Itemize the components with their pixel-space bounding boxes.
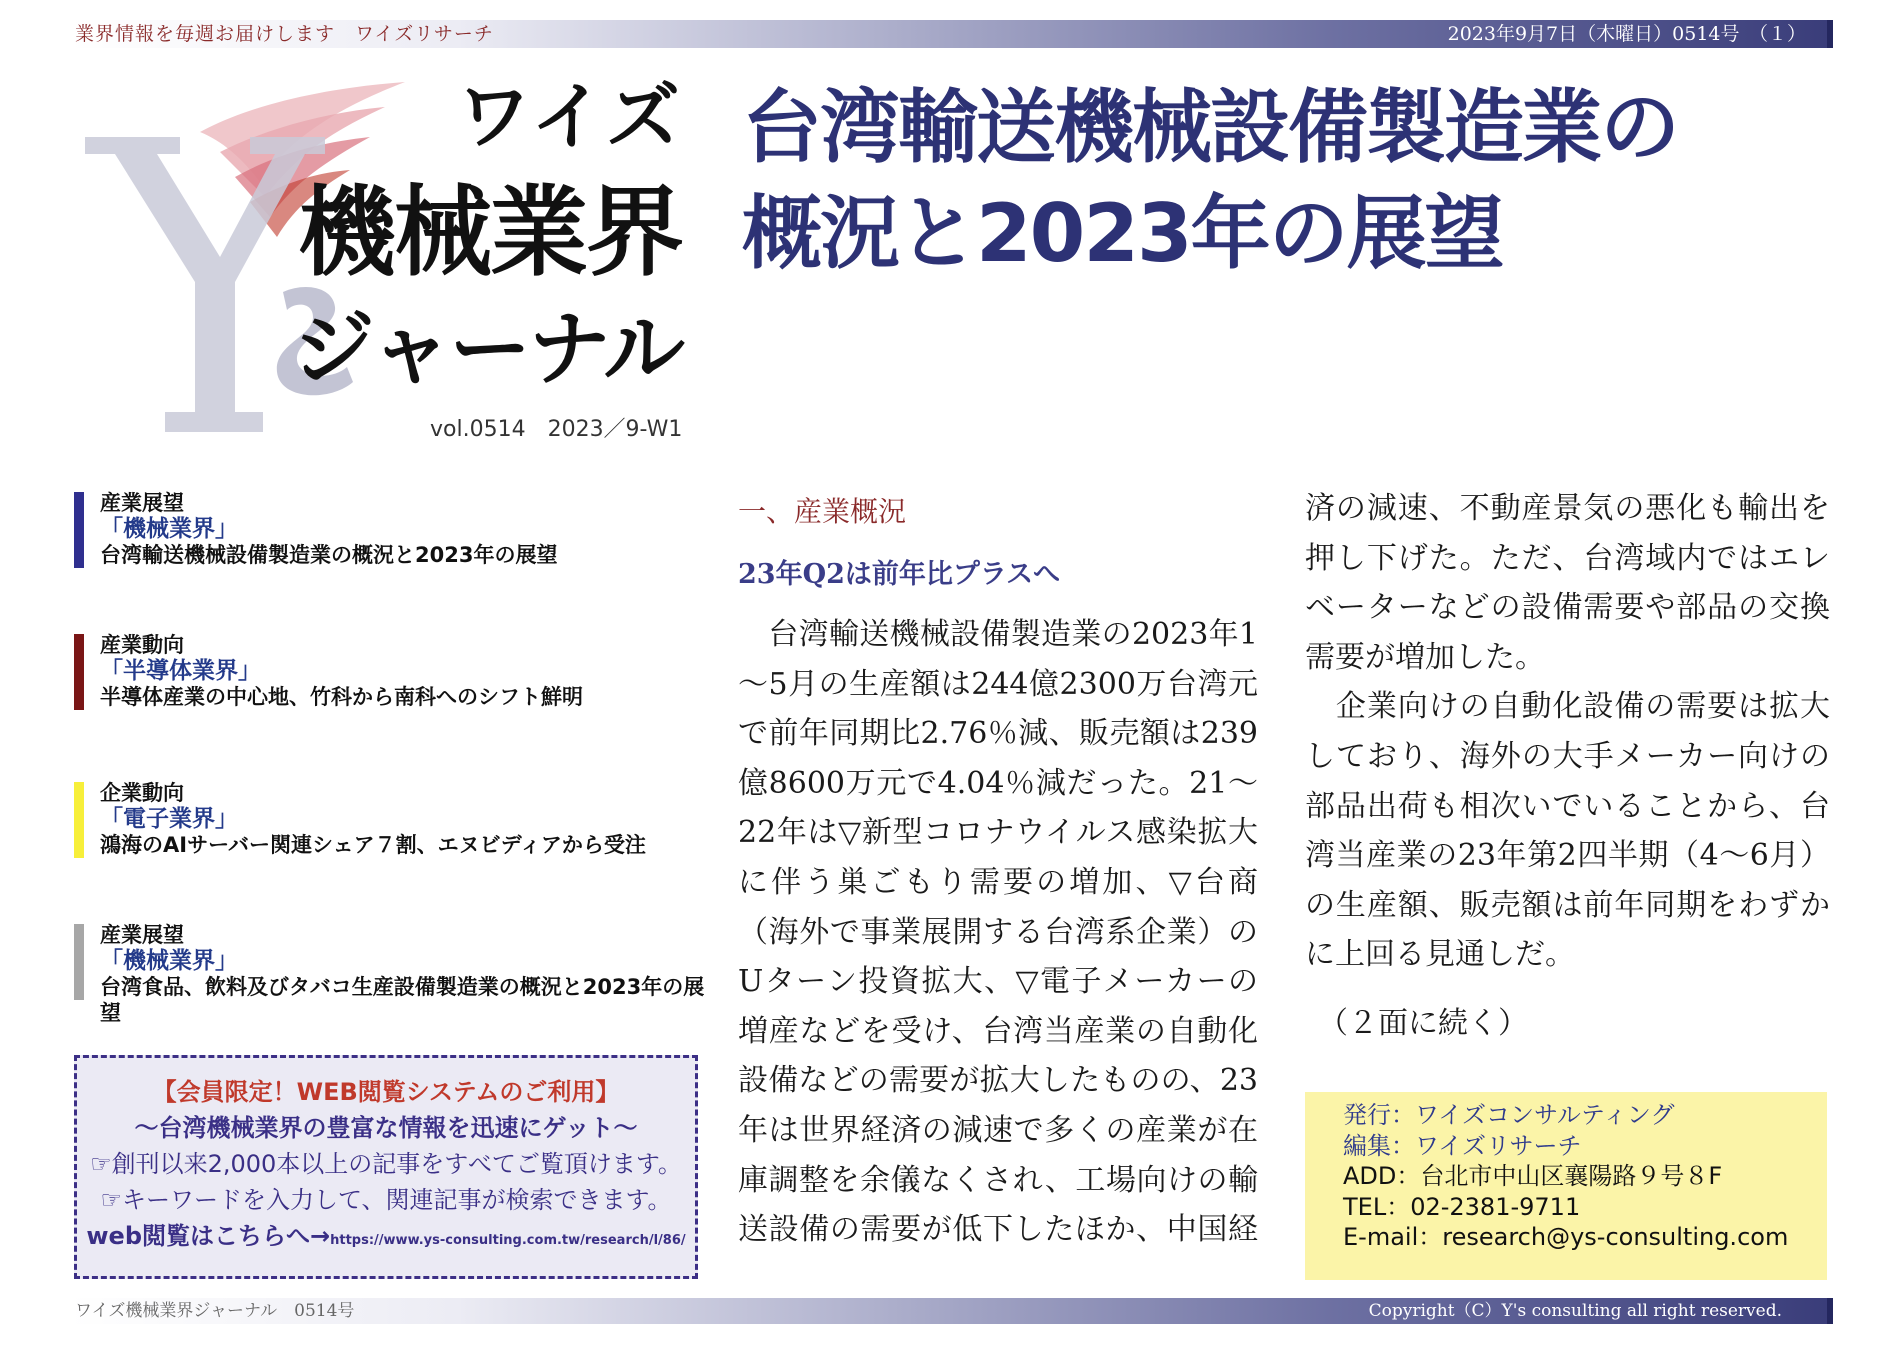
body-line: 送設備の需要が低下したほか、中国経 [738, 1212, 1258, 1248]
headline-line2: 概況と2023年の展望 [742, 187, 1503, 280]
index-category: 企業動向 [100, 781, 184, 805]
publisher-info-box [1305, 1092, 1827, 1280]
footer-journal-name: ワイズ機械業界ジャーナル 0514号 [75, 1301, 355, 1321]
body-line: 企業向けの自動化設備の需要は拡大 [1305, 689, 1830, 725]
index-title: 半導体産業の中心地、竹科から南科へのシフト鮮明 [100, 685, 583, 709]
index-title: 台湾輸送機械設備製造業の概況と2023年の展望 [100, 543, 558, 567]
index-color-bar [74, 492, 84, 568]
body-line: 22年は▽新型コロナウイルス感染拡大 [738, 815, 1258, 851]
index-sector: 「機械業界」 [100, 948, 238, 974]
body-line: に伴う巣ごもり需要の増加、▽台商 [738, 864, 1258, 900]
headline-line1: 台湾輸送機械設備製造業の [742, 81, 1678, 174]
web-access-link-label[interactable]: web閲覧はこちらへ→ [86, 1222, 331, 1250]
member-box-subheading: 〜台湾機械業界の豊富な情報を迅速にゲット〜 [134, 1114, 638, 1142]
body-line: で前年同期比2.76％減、販売額は239 [738, 716, 1258, 752]
index-category: 産業動向 [100, 633, 184, 657]
index-sector: 「電子業界」 [100, 806, 238, 832]
header-bar-end [1827, 20, 1833, 48]
header-tagline: 業界情報を毎週お届けします ワイズリサーチ [75, 23, 494, 45]
article-column-2 [1305, 484, 1830, 980]
body-line: （海外で事業展開する台湾系企業）の [738, 914, 1258, 950]
brand-title-line3: ジャーナル [292, 302, 682, 397]
body-line: に上回る見通しだ。 [1305, 937, 1575, 973]
brand-title-line1: ワイズ [456, 74, 682, 160]
index-sector: 「機械業界」 [100, 516, 238, 542]
index-category: 産業展望 [100, 491, 184, 515]
section-title: 一、産業概況 [738, 495, 907, 528]
article-column-1 [738, 610, 1258, 1255]
body-line: 湾当産業の23年第2四半期（4〜6月） [1305, 838, 1830, 874]
index-color-bar [74, 634, 84, 710]
volume-label: vol.0514 2023／9-W1 [430, 417, 683, 442]
index-title: 台湾食品、飲料及びタバコ生産設備製造業の概況と2023年の展望 [100, 975, 705, 1025]
continued-note: （２面に続く） [1318, 1006, 1528, 1041]
publisher-tel: TEL：02-2381-9711 [1343, 1192, 1581, 1221]
body-line: しており、海外の大手メーカー向けの [1305, 738, 1830, 774]
publisher-email[interactable]: E-mail：research@ys-consulting.com [1343, 1223, 1789, 1251]
member-web-box [74, 1055, 698, 1279]
brand-title-line2: 機械業界 [297, 176, 682, 290]
index-sector: 「半導体業界」 [100, 658, 261, 684]
index-item[interactable] [74, 780, 714, 858]
index-color-bar [74, 782, 84, 858]
body-line: 済の減速、不動産景気の悪化も輸出を [1305, 491, 1830, 526]
publisher-address: ADD：台北市中山区襄陽路９号８F [1343, 1162, 1723, 1190]
member-box-heading: 【会員限定！WEB閲覧システムのご利用】 [152, 1078, 620, 1106]
index-color-bar [74, 924, 84, 1000]
body-line: 部品出荷も相次いでいることから、台 [1305, 788, 1830, 824]
body-line: Uターン投資拡大、▽電子メーカーの [738, 964, 1258, 1000]
index-title: 鴻海のAIサーバー関連シェア７割、エヌビディアから受注 [100, 833, 646, 857]
body-line: ベーターなどの設備需要や部品の交換 [1305, 590, 1830, 626]
body-line: 押し下げた。ただ、台湾域内ではエレ [1305, 540, 1830, 576]
body-line: の生産額、販売額は前年同期をわずか [1305, 887, 1830, 923]
footer-bar-end [1827, 1298, 1833, 1324]
body-line: 需要が増加した。 [1305, 639, 1545, 675]
body-line: 〜5月の生産額は244億2300万台湾元 [738, 666, 1258, 702]
publisher-editor: 編集：ワイズリサーチ [1343, 1131, 1582, 1160]
publisher-issuer: 発行：ワイズコンサルティング [1343, 1101, 1675, 1129]
header-issue-date: 2023年9月7日（木曜日）0514号 （１） [1447, 23, 1806, 45]
index-item[interactable] [74, 632, 714, 710]
body-line: 億8600万元で4.04％減だった。21〜 [738, 765, 1258, 801]
body-line: 台湾輸送機械設備製造業の2023年1 [738, 617, 1258, 652]
index-item[interactable] [74, 922, 714, 1026]
index-category: 産業展望 [100, 923, 184, 947]
body-line: 増産などを受け、台湾当産業の自動化 [738, 1013, 1258, 1049]
footer-copyright: Copyright（C）Y's consulting all right reserved. [1368, 1301, 1782, 1321]
body-line: 設備などの需要が拡大したものの、23 [738, 1063, 1258, 1099]
index-item[interactable] [74, 490, 714, 568]
body-line: 庫調整を余儀なくされ、工場向けの輸 [738, 1162, 1258, 1198]
member-box-bullet: ☞キーワードを入力して、関連記事が検索できます。 [100, 1186, 672, 1214]
article-subheading: 23年Q2は前年比プラスへ [738, 559, 1061, 590]
web-access-link-url[interactable]: https://www.ys-consulting.com.tw/research/l/86/ [330, 1233, 686, 1248]
member-box-bullet: ☞創刊以来2,000本以上の記事をすべてご覧頂けます。 [90, 1150, 682, 1178]
body-line: 年は世界経済の減速で多くの産業が在 [738, 1112, 1258, 1148]
